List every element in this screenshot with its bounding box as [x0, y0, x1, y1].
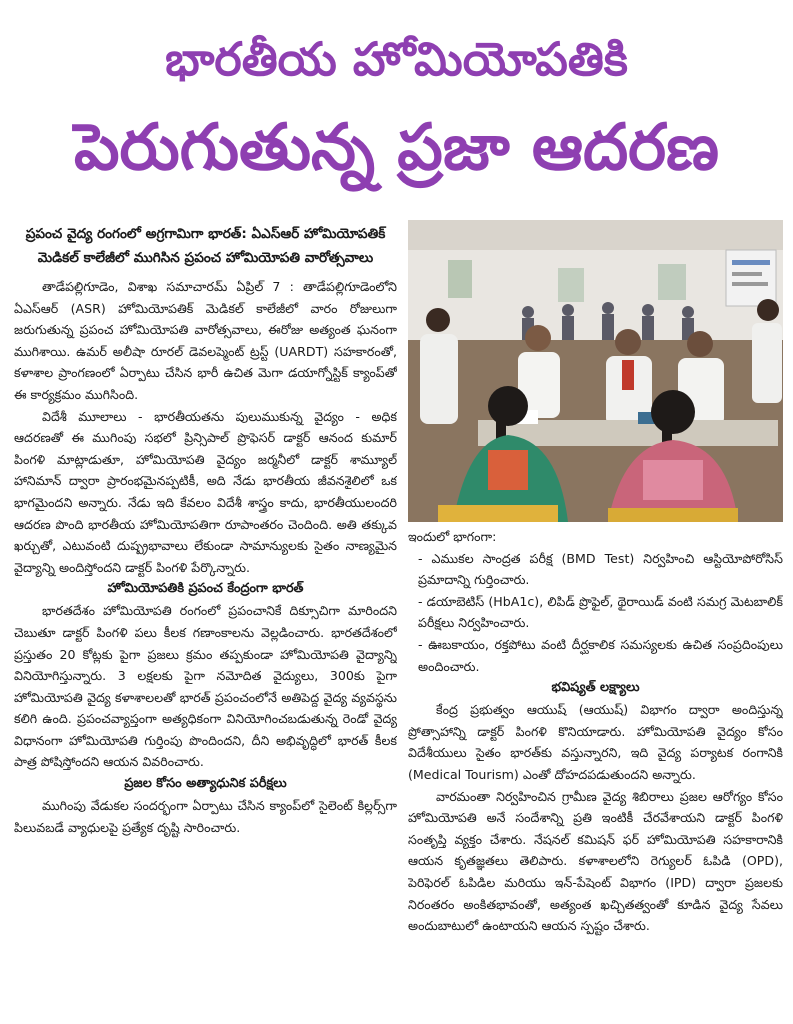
- section-3-text-1: కేంద్ర ప్రభుత్వం ఆయుష్ (ఆయుష్) విభాగం ద్వారా అందిస్తున్న ప్రోత్సాహాన్ని డాక్టర్ పింగళి కొనియాడారు. హోమియోపతి వైద్యం కోసం విదేశీయులు సైతం భారత్‌కు వస్తున్నారని, ఇది వైద్య పర్యాటక రంగానికి (Medical Tourism) ఎంతో దోహదపడుతుందని అన్నారు.: [408, 702, 783, 782]
- paragraph-2: విదేశీ మూలాలు - భారతీయతను పులుముకున్న వైద్యం - అధిక ఆదరణతో ఈ ముగింపు సభలో ప్రిన్సిపాల్ ప్రొఫెసర్ డాక్టర్ ఆనంద కుమార్ పింగళి మాట్లాడుతూ, హోమియోపతి వైద్యం జర్మనీలో డాక్టర్ శామ్యూల్ హానిమాన్ ద్వారా ప్రారంభమైనప్పటికీ, అది నేడు భారతీయ జీవనశైలిలో ఒక భాగమైందని అన్నారు. నేడు ఇది కేవలం విదేశీ శాస్త్రం కాదు, భారతీయులందరి ఆదరణ పొంది భారతీయ హోమియోపతిగా రూపాంతరం చెందింది. అతి తక్కువ ఖర్చుతో, ఎటువంటి దుష్ప్రభావాలు లేకుండా సామాన్యులకు సైతం నాణ్యమైన వైద్యాన్ని అందిస్తోందని డాక్టర్ పింగళి పేర్కొన్నారు.: [14, 408, 397, 575]
- intro-paragraph: తాడేపల్లిగూడెం, విశాఖ సమాచారమ్ ఏప్రిల్ 7 : తాడేపల్లిగూడెంలోని ఏఎస్ఆర్ (ASR) హోమియోపతిక్ మెడికల్ కాలేజీలో వారం రోజులుగా జరుగుతున్న ప్రపంచ హోమియోపతి వారోత్సవాలు, ఈరోజు అత్యంత ఘనంగా ముగిశాయి. ఉమర్ అలీషా రూరల్ డెవలప్మెంట్ ట్రస్ట్ (UARDT) సహకారంతో, కళాశాల ప్రాంగణంలో ఏర్పాటు చేసిన భారీ ఉచిత మెగా డయాగ్నోస్టిక్ క్యాంప్‌తో ఈ కార్యక్రమం ముగిసింది.: [14, 279, 397, 402]
- section-2-text: ముగింపు వేడుకల సందర్భంగా ఏర్పాటు చేసిన క్యాంప్‌లో సైలెంట్ కిల్లర్స్‌గా పిలువబడే వ్యాధులపై ప్రత్యేక దృష్టి సారించారు.: [14, 798, 397, 835]
- section-3-text-2: వారమంతా నిర్వహించిన గ్రామీణ వైద్య శిబిరాలు ప్రజల ఆరోగ్యం కోసం హోమియోపతి అనే సందేశాన్ని ప్రతి ఇంటికీ చేరవేశాయని డాక్టర్ పింగళి సంతృప్తి వ్యక్తం చేశారు. నేషనల్ కమిషన్ ఫర్ హోమియోపతి సహకారానికి ఆయన కృతజ్ఞతలు తెలిపారు. కళాశాలలోని రెగ్యులర్ ఓపిడి (OPD), పెరిఫెరల్ ఓపిడిల మరియు ఇన్-పేషెంట్ విభాగం (IPD) ద్వారా ప్రజలకు నిరంతరం అంకితభావంతో, అత్యంత ఖచ్చితత్వంతో కూడిన వైద్య సేవలు అందుబాటులో ఉంటాయని ఆయన స్పష్టం చేశారు.: [408, 788, 783, 934]
- section-2-continuation: ఇందులో భాగంగా:: [408, 529, 497, 544]
- left-column: [14, 220, 397, 1020]
- right-column: [408, 220, 783, 1020]
- headline-line-1: భారతీయ హోమియోపతికి: [165, 32, 628, 86]
- section-1-title: హోమియోపతికి ప్రపంచ కేంద్రంగా భారత్: [107, 581, 304, 597]
- section-1-text: భారతదేశం హోమియోపతి రంగంలో ప్రపంచానికే దిక్సూచిగా మారిందని చెబుతూ డాక్టర్ పింగళి పలు కీలక గణాంకాలను వెల్లడించారు. భారతదేశంలో ప్రస్తుతం 20 కోట్లకు పైగా ప్రజలు క్రమం తప్పకుండా హోమియోపతి వైద్యాన్ని వినియోగిస్తున్నారు. 3 లక్షలకు పైగా నమోదిత వైద్యులు, 300కు పైగా హోమియోపతి వైద్య కళాశాలలతో భారత్ ప్రపంచంలోనే అతిపెద్ద వైద్య వ్యవస్థను కలిగి ఉంది. ప్రపంచవ్యాప్తంగా అత్యధికంగా వినియోగించబడుతున్న రెండో వైద్య విధానంగా హోమియోపతి గుర్తింపు పొందిందని, దీని అభివృద్ధిలో భారత్ కీలక పాత్ర పోషిస్తోందని ఆయన వివరించారు.: [14, 603, 397, 770]
- bullet-item: - ఎముకల సాంద్రత పరీక్ష (BMD Test) నిర్వహించి ఆస్టియోపోరోసిస్ ప్రమాదాన్ని గుర్తించారు.: [418, 550, 783, 588]
- right-column-text: [408, 526, 783, 937]
- medical-camp-photo: [408, 220, 783, 522]
- subheadline: ప్రపంచ వైద్య రంగంలో అగ్రగామిగా భారత్: ఏఎస్ఆర్ హోమియోపతిక్ మెడికల్ కాలేజీలో ముగిసిన ప్రపంచ హోమియోపతి వారోత్సవాలు: [25, 226, 386, 266]
- bullet-item: - ఊబకాయం, రక్తపోటు వంటి దీర్ఘకాలిక సమస్యలకు ఉచిత సంప్రదింపులు అందించారు.: [418, 636, 783, 674]
- section-2-title: ప్రజల కోసం అత్యాధునిక పరీక్షలు: [124, 776, 287, 792]
- section-3-title: భవిష్యత్ లక్ష్యాలు: [551, 680, 640, 696]
- headline-line-2: పెరుగుతున్న ప్రజా ఆదరణ: [73, 111, 719, 185]
- bullet-item: - డయాబెటిస్ (HbA1c), లిపిడ్ ప్రొఫైల్, థైరాయిడ్ వంటి సమగ్ర మెటబాలిక్ పరీక్షలు నిర్వహించారు.: [418, 593, 783, 631]
